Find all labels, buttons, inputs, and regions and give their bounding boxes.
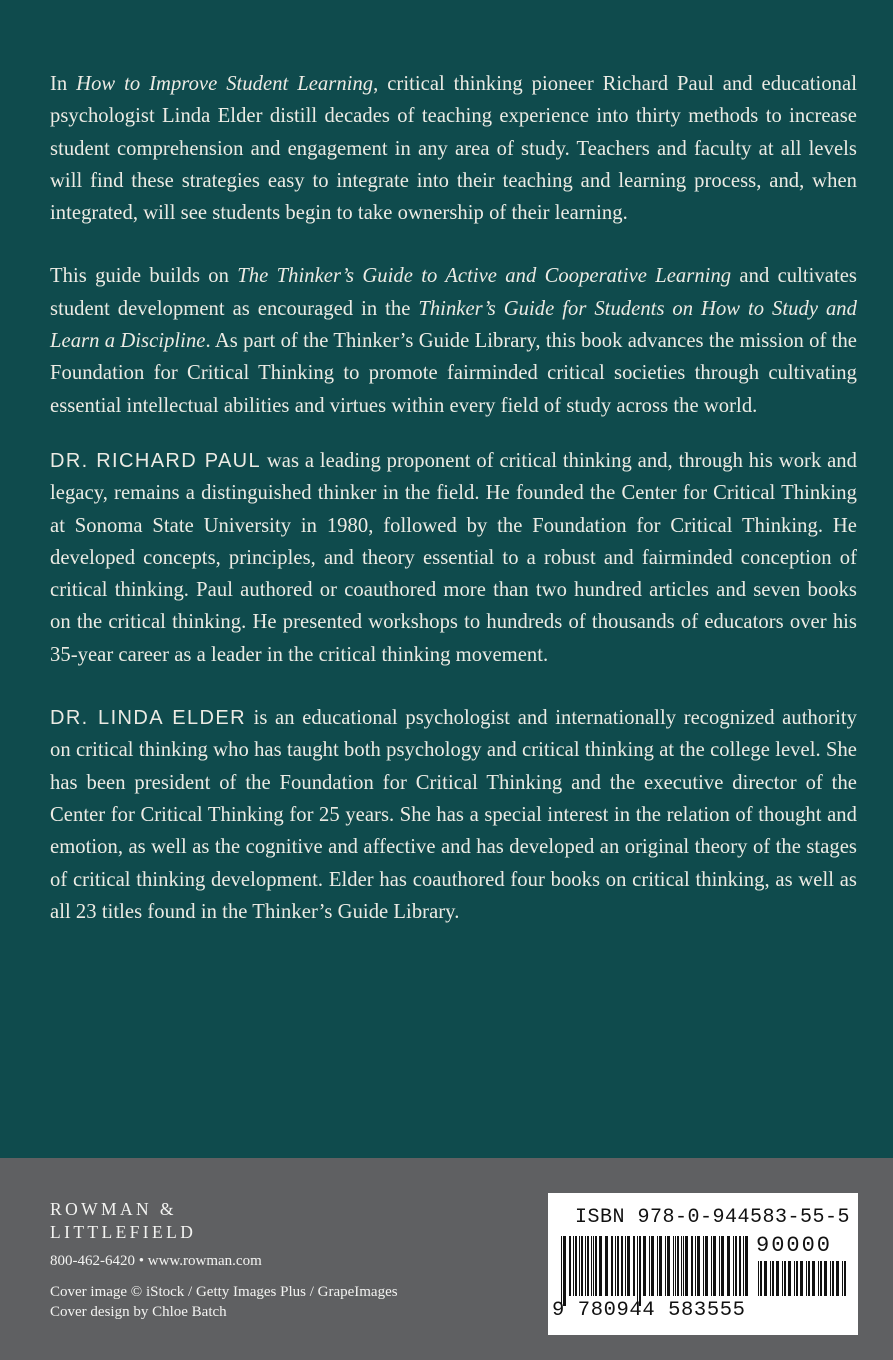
bio-elder [50, 702, 857, 928]
barcode-bar [776, 1261, 779, 1296]
barcode-bar [673, 1236, 674, 1296]
barcode-bar [830, 1261, 831, 1296]
publisher-name-2: LITTLEFIELD [50, 1222, 197, 1242]
barcode-bar [561, 1236, 562, 1306]
barcode-bar [784, 1261, 786, 1296]
blurb-text: and cultivates student development as encouraged in the [50, 265, 857, 320]
publisher-ampersand: & [159, 1199, 174, 1219]
barcode-bar [657, 1236, 658, 1296]
publisher-logo [50, 1198, 196, 1244]
author-name: DR. LINDA ELDER [50, 707, 246, 730]
barcode-bar [563, 1236, 566, 1306]
barcode-bar [617, 1236, 619, 1296]
barcode-bar [683, 1236, 684, 1296]
price-addon-label: 90000 [756, 1233, 833, 1258]
barcode-bar [587, 1236, 589, 1296]
barcode-bar [627, 1236, 630, 1296]
barcode-bar [788, 1261, 791, 1296]
barcode-bar [705, 1236, 708, 1296]
barcode-bar [800, 1261, 803, 1296]
barcode-bar [743, 1236, 744, 1296]
barcode-bar [713, 1236, 716, 1296]
barcode-bar [611, 1236, 613, 1296]
blurb-text: This guide builds on [50, 265, 238, 288]
barcode-bar [824, 1261, 827, 1296]
publisher-name-1: ROWMAN [50, 1199, 153, 1219]
barcode-bar [782, 1261, 783, 1296]
barcode-bar [579, 1236, 580, 1296]
barcode-bar [758, 1261, 759, 1296]
barcode-bar [836, 1261, 839, 1296]
barcode-bar [615, 1236, 616, 1296]
barcode-bar [820, 1261, 822, 1296]
barcode-bar [691, 1236, 693, 1296]
barcode-bar [727, 1236, 730, 1296]
barcode-bar [695, 1236, 696, 1296]
barcode-bar [637, 1236, 638, 1306]
footer-band [0, 1158, 893, 1360]
barcode-bar [621, 1236, 623, 1296]
barcode-bar [569, 1236, 571, 1296]
barcode-bar [681, 1236, 682, 1296]
barcode-bar [667, 1236, 670, 1296]
cover-design-credit: Cover design by Chloe Batch [50, 1304, 227, 1320]
bio-text: is an educational psychologist and internationally recognized authority on critical thinking who has taught both psychology and critical thinking at the college level. She has been president of the Foundation for Critical Thinking and the executive director of the Center for Critical Thinking for 25 years. She has a special interest in the relation of thought and emotion, as well as the cognitive and affective and has developed an original theory of the stages of critical thinking development. Elder has coauthored four books on critical thinking, as well as all 23 titles found in the Thinker’s Guide Library. [50, 707, 857, 923]
barcode-bar [633, 1236, 635, 1296]
related-title: The Thinker’s Guide to Active and Cooperative Learning [237, 265, 732, 288]
barcode-bar [585, 1236, 586, 1296]
barcode-bar [796, 1261, 798, 1296]
barcode-bar [685, 1236, 688, 1296]
related-title: Thinker’s Guide for Students on How to Study and Learn a Discipline [50, 297, 857, 353]
publisher-contact: 800-462-6420 • www.rowman.com [50, 1253, 262, 1269]
barcode-digits: 9 780944 583555 [552, 1299, 746, 1322]
barcode-bar [599, 1236, 602, 1296]
barcode-bar [760, 1261, 762, 1296]
barcode-bar [643, 1236, 646, 1296]
blurb-text: . As part of the Thinker’s Guide Library, this book advances the mission of the Foundation for Critical Thinking to promote fairminded critical societies through cultivating essential intellectual abilities and virtues within every field of study across the world. [50, 330, 857, 417]
barcode-bar [772, 1261, 774, 1296]
cover-image-credit: Cover image © iStock / Getty Images Plus / GrapeImages [50, 1284, 398, 1300]
barcode-bar [649, 1236, 650, 1296]
author-name: DR. RICHARD PAUL [50, 449, 262, 472]
barcode-bar [764, 1261, 767, 1296]
bio-text: was a leading proponent of critical thinking and, through his work and legacy, remains a distinguished thinker in the field. He founded the Center for Critical Thinking at Sonoma State University in 1980, followed by the Foundation for Critical Thinking. He developed concepts, principles, and theory essential to a robust and fairminded conception of critical thinking. Paul authored or coauthored more than two hundred articles and seven books on the critical thinking. He presented workshops to hundreds of thousands of educators over his 35-year career as a leader in the critical thinking movement. [50, 449, 857, 666]
blurb-text: , critical thinking pioneer Richard Paul and educational psychologist Linda Elder distill decades of teaching experience into thirty methods to increase student comprehension and engagement in any area of study. Teachers and faculty at all levels will find these strategies easy to integrate into their teaching and learning process, and, when integrated, will see students begin to take ownership of their learning. [50, 73, 857, 225]
barcode-bar [842, 1261, 843, 1296]
barcode-bar [770, 1261, 771, 1296]
barcode-bar [593, 1236, 594, 1296]
book-title: How to Improve Student Learning [76, 73, 374, 95]
isbn-barcode [548, 1193, 858, 1335]
barcode-bar [735, 1236, 737, 1296]
barcode-bar [818, 1261, 819, 1296]
barcode-bar [665, 1236, 666, 1296]
barcode-bar [651, 1236, 654, 1296]
barcode-bar [794, 1261, 795, 1296]
barcode-bar [739, 1236, 741, 1296]
barcode-bar [581, 1236, 583, 1296]
barcode-bar [605, 1236, 608, 1296]
barcode-bar [832, 1261, 834, 1296]
ean-barcode-bars [561, 1236, 751, 1306]
blurb-intro: In [50, 73, 77, 95]
barcode-bar [719, 1236, 720, 1296]
barcode-bar [733, 1236, 734, 1296]
barcode-bar [745, 1236, 748, 1296]
barcode-bar [808, 1261, 810, 1296]
isbn-label: ISBN 978-0-944583-55-5 [575, 1206, 851, 1229]
barcode-bar [844, 1261, 846, 1296]
barcode-bar [575, 1236, 577, 1296]
blurb-paragraph-1 [50, 68, 857, 229]
barcode-bar [721, 1236, 724, 1296]
addon-barcode-bars [758, 1261, 850, 1306]
back-cover-text [50, 68, 857, 928]
barcode-bar [595, 1236, 597, 1296]
barcode-bar [625, 1236, 626, 1296]
barcode-bar [812, 1261, 815, 1296]
barcode-bar [677, 1236, 679, 1296]
credits [50, 1282, 398, 1322]
bio-paul [50, 445, 857, 671]
barcode-bar [697, 1236, 700, 1296]
barcode-bar [806, 1261, 807, 1296]
barcode-bar [711, 1236, 712, 1296]
barcode-bar [659, 1236, 662, 1296]
barcode-bar [639, 1236, 641, 1306]
barcode-bar [573, 1236, 574, 1296]
barcode-bar [675, 1236, 676, 1296]
barcode-bar [591, 1236, 592, 1296]
barcode-bar [703, 1236, 704, 1296]
blurb-paragraph-2 [50, 260, 857, 421]
